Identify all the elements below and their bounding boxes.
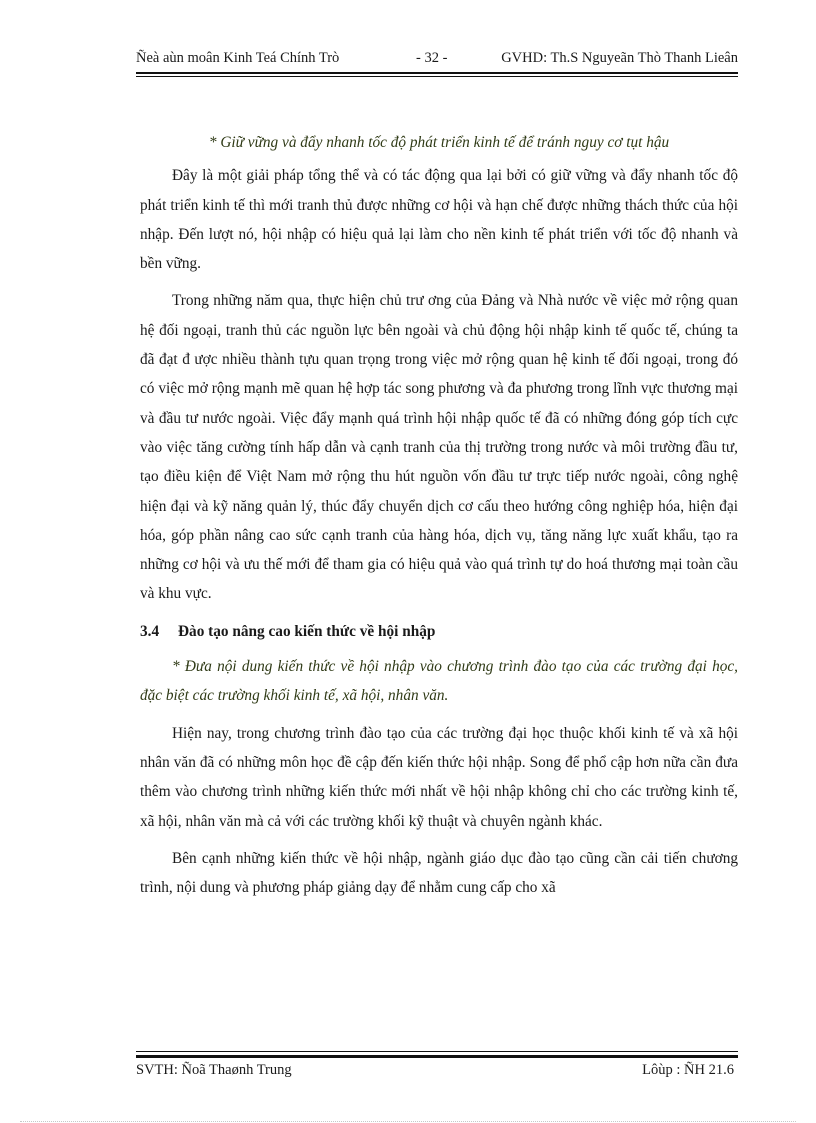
paragraph: Trong những năm qua, thực hiện chủ trư ơng của Đảng và Nhà nước về việc mở rộng quan hệ đối ngoại, tranh thủ các nguồn lực bên ngoài và chủ động hội nhập kinh tế quốc tế, chúng ta đã đạt đ ược nhiều thành tựu quan trọng trong việc mở rộng quan hệ kinh tế đối ngoại, trong đó có việc mở rộng mạnh mẽ quan hệ hợp tác song phương và đa phương trong lĩnh vực thương mại và đầu tư nước ngoài. Việc đẩy mạnh quá trình hội nhập quốc tế đã có những đóng góp tích cực vào việc tăng cường tính hấp dẫn và cạnh tranh của thị trường trong nước và môi trường đầu tư, tạo điều kiện để Việt Nam mở rộng thu hút nguồn vốn đầu tư trực tiếp nước ngoài, công nghệ hiện đại và kỹ năng quản lý, thúc đẩy chuyển dịch cơ cấu theo hướng công nghiệp hóa, hiện đại hóa, góp phần nâng cao sức cạnh tranh của hàng hóa, dịch vụ, tăng năng lực xuất khẩu, tạo ra những cơ hội và ưu thế mới để tham gia có hiệu quả vào quá trình tự do hoá thương mại toàn cầu và khu vực. [140,292,738,603]
paragraph: Hiện nay, trong chương trình đào tạo của các trường đại học thuộc khối kinh tế và xã hội nhân văn đã có những môn học đề cập đến kiến thức hội nhập. Song để phổ cập hơn nữa cần đưa thêm vào chương trình những kiến thức mới nhất về hội nhập không chỉ cho các trường kinh tế, xã hội, nhân văn mà cả với các trường khối kỹ thuật và chuyên ngành khác. [140,724,738,830]
section-title: Đào tạo nâng cao kiến thức về hội nhập [178,622,436,640]
header-rule-thin [136,76,738,77]
footer-student: SVTH: Ñoã Thaønh Trung [136,1062,292,1078]
page-edge-divider [20,1121,796,1122]
footer-class: Lôùp : ÑH 21.6 [642,1062,734,1078]
section-number: 3.4 [140,622,160,640]
page-header [136,50,738,72]
footer-rule [136,1055,738,1058]
paragraph: Bên cạnh những kiến thức về hội nhập, ngành giáo dục đào tạo cũng cần cải tiến chương trình, nội dung và phương pháp giảng dạy để nhằm cung cấp cho xã [140,849,738,897]
header-page-number: - 32 - [416,50,448,66]
document-body [140,128,738,910]
page-footer [136,1062,738,1084]
paragraph: Đây là một giải pháp tổng thể và có tác động qua lại bởi có giữ vững và đẩy nhanh tốc độ phát triển kinh tế thì mới tranh thủ được những cơ hội và hạn chế được những thách thức của hội nhập. Đến lượt nó, hội nhập có hiệu quả lại làm cho nền kinh tế phát triển với tốc độ nhanh và bền vững. [140,167,738,273]
section-heading [140,617,738,646]
header-course-title: Ñeà aùn moân Kinh Teá Chính Trò [136,50,340,66]
subheading-growth: * Giữ vững và đẩy nhanh tốc độ phát triển kinh tế để tránh nguy cơ tụt hậu [208,134,670,151]
subheading-education: * Đưa nội dung kiến thức về hội nhập vào chương trình đào tạo của các trường đại học, đặc biệt các trường khối kinh tế, xã hội, nhân văn. [140,658,738,705]
header-rule [136,72,738,74]
footer-rule-thin [136,1051,738,1052]
header-advisor: GVHD: Th.S Nguyeãn Thò Thanh Lieân [501,50,738,66]
